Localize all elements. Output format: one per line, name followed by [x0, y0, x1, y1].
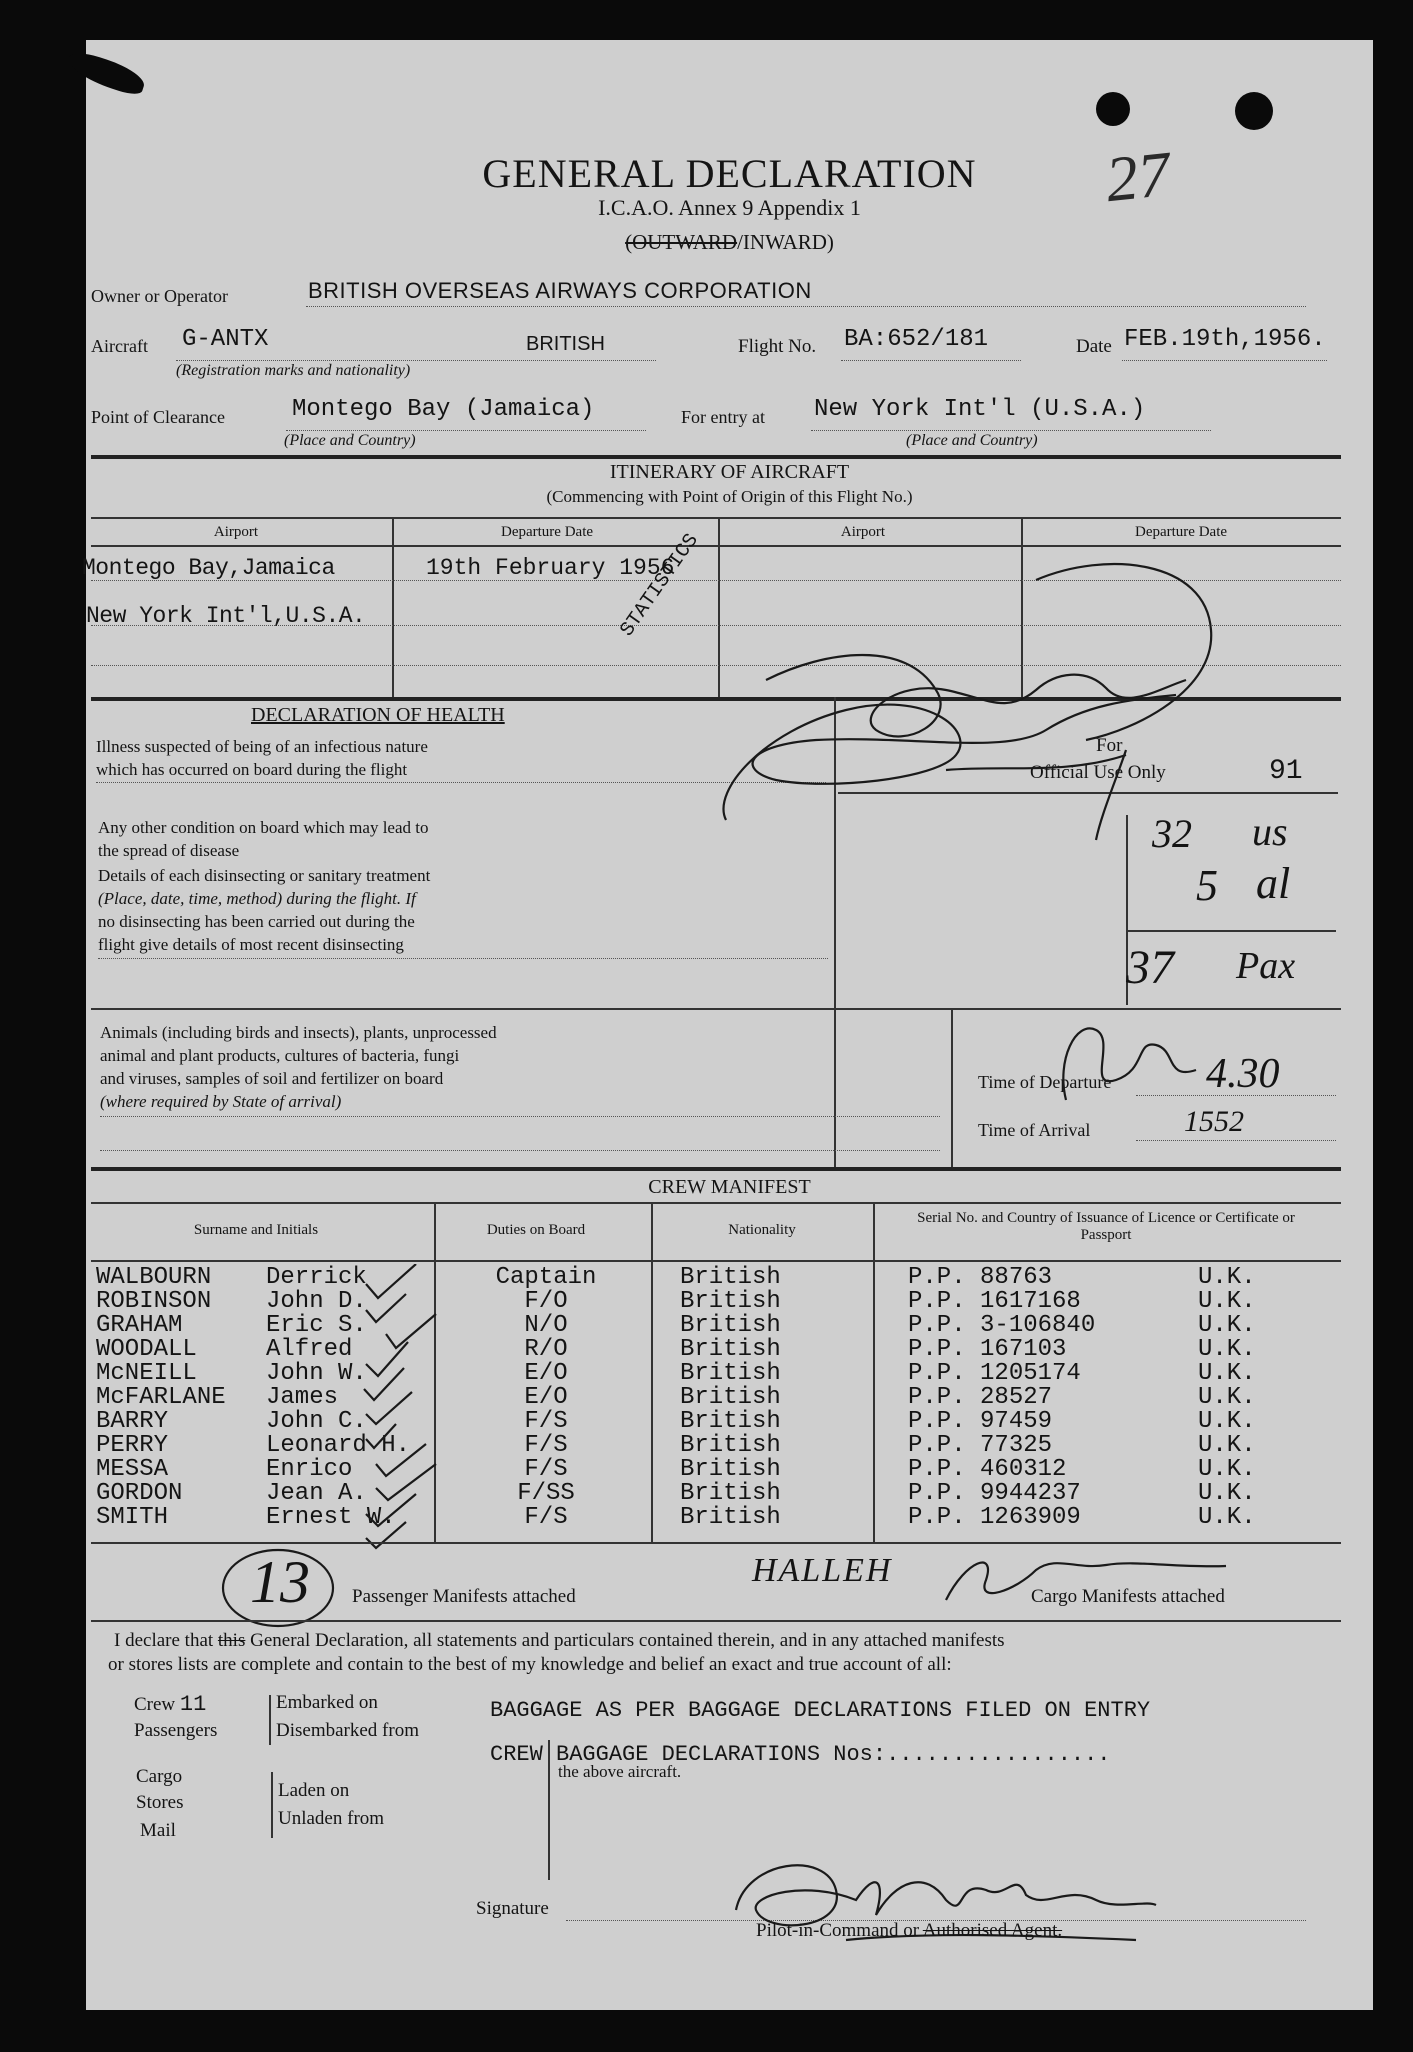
health-disinsect-3: no disinsecting has been carried out during the — [98, 912, 415, 931]
flight-label: Flight No. — [738, 336, 817, 357]
crew-serial: P.P. 167103 — [908, 1336, 1067, 1363]
crew-surname: ROBINSON — [96, 1288, 212, 1315]
crew-col-duty: Duties on Board — [486, 1222, 586, 1238]
declaration-line2: or stores lists are complete and contain to the best of my knowledge and belief an exact and true account of all: — [108, 1654, 952, 1675]
itin-col-airport: Airport — [213, 524, 259, 540]
crew-surname: WALBOURN — [96, 1264, 212, 1291]
crew-row — [96, 1338, 1308, 1362]
owner-value: BRITISH OVERSEAS AIRWAYS CORPORATION — [308, 278, 812, 303]
crew-title: CREW MANIFEST — [648, 1176, 811, 1198]
cargo-label: Cargo — [136, 1766, 183, 1787]
crew-col-serial: Serial No. and Country of Issuance of Licence or Certificate or Passport — [917, 1210, 1295, 1243]
itin-row2-airport: New York Int'l,U.S.A. — [86, 603, 366, 629]
declaration-sheet — [82, 40, 1373, 2010]
crew-nat: British — [680, 1456, 781, 1483]
hand-al: al — [1256, 859, 1291, 908]
crew-nat: British — [680, 1264, 781, 1291]
health-illness-1: Illness suspected of being of an infectious nature — [96, 737, 428, 756]
crew-duty: R/O — [524, 1336, 568, 1363]
crew-serial: P.P. 1617168 — [908, 1288, 1081, 1315]
hand-37: 37 — [1126, 941, 1174, 994]
crew-initials: James — [266, 1384, 339, 1411]
unladen-label: Unladen from — [278, 1808, 385, 1829]
crew-serial: P.P. 1263909 — [908, 1504, 1081, 1531]
crew-surname: BARRY — [96, 1408, 169, 1435]
hand-us: us — [1252, 809, 1288, 854]
declaration-line1 — [114, 1630, 1005, 1652]
crew-table — [96, 1266, 1308, 1530]
crew-row — [96, 1434, 1308, 1458]
crew-nat: British — [680, 1336, 781, 1363]
direction-line — [86, 230, 1373, 255]
aircraft-nationality: BRITISH — [526, 333, 605, 355]
crew-duty: F/S — [524, 1504, 568, 1531]
passenger-manifests-label: Passenger Manifests attached — [352, 1586, 576, 1607]
official-number: 91 — [1269, 756, 1303, 787]
clearance-caption: (Place and Country) — [284, 432, 416, 449]
crew-country: U.K. — [1198, 1456, 1256, 1483]
hand-pax: Pax — [1236, 945, 1296, 987]
clearance-value: Montego Bay (Jamaica) — [292, 396, 595, 423]
declaration-line1-struck: this — [217, 1630, 246, 1651]
crew-initials: Leonard H. — [266, 1432, 411, 1459]
form-subtitle: I.C.A.O. Annex 9 Appendix 1 — [598, 195, 861, 220]
crew-serial: P.P. 460312 — [908, 1456, 1067, 1483]
crew-duty: E/O — [524, 1360, 568, 1387]
cargo-manifests-label: Cargo Manifests attached — [1031, 1586, 1225, 1607]
pilot-label-line — [756, 1920, 1062, 1942]
crew-duty: F/S — [524, 1432, 568, 1459]
crew-col-nat: Nationality — [728, 1222, 796, 1238]
crew-row — [96, 1266, 1308, 1290]
health-illness-2: which has occurred on board during the flight — [96, 760, 408, 779]
crew-row — [96, 1314, 1308, 1338]
crew-duty: F/S — [524, 1456, 568, 1483]
health-animals-2: animal and plant products, cultures of bacteria, fungi — [100, 1046, 460, 1065]
crew-country: U.K. — [1198, 1336, 1256, 1363]
baggage-line2: CREW BAGGAGE DECLARATIONS Nos:................. — [490, 1742, 1111, 1767]
itin-col-airport2: Airport — [840, 524, 886, 540]
crew-row — [96, 1290, 1308, 1314]
clearance-label: Point of Clearance — [91, 407, 225, 427]
aircraft-label: Aircraft — [91, 336, 148, 356]
crew-country: U.K. — [1198, 1312, 1256, 1339]
crew-nat: British — [680, 1288, 781, 1315]
passengers-label: Passengers — [134, 1720, 218, 1741]
crew-row — [96, 1386, 1308, 1410]
itinerary-subtitle: (Commencing with Point of Origin of this Flight No.) — [546, 487, 913, 506]
health-disinsect-4: flight give details of most recent disinsecting — [98, 935, 404, 954]
hand-name: HALLEH — [752, 1552, 893, 1589]
crew-duty: E/O — [524, 1384, 568, 1411]
crew-surname: WOODALL — [96, 1336, 197, 1363]
crew-duty: Captain — [495, 1264, 597, 1291]
crew-nat: British — [680, 1360, 781, 1387]
crew-initials: John W. — [266, 1360, 367, 1387]
declaration-line1-a: I declare that — [114, 1630, 218, 1651]
page-number-handwritten: 27 — [1102, 137, 1174, 216]
official-time-departure: Time of Departure — [978, 1072, 1112, 1092]
crew-count-label — [134, 1692, 206, 1717]
crew-serial: P.P. 97459 — [908, 1408, 1053, 1435]
pilot-struck: Authorised Agent. — [922, 1920, 1063, 1941]
crew-serial: P.P. 3-106840 — [908, 1312, 1096, 1339]
health-disinsect-1: Details of each disinsecting or sanitary treatment — [98, 866, 431, 885]
crew-label: Crew — [134, 1694, 176, 1715]
crew-serial: P.P. 9944237 — [908, 1480, 1081, 1507]
health-animals-1: Animals (including birds and insects), plants, unprocessed — [100, 1023, 497, 1042]
crew-initials: Jean A. — [266, 1480, 367, 1507]
form-title: GENERAL DECLARATION — [482, 151, 977, 196]
crew-row — [96, 1362, 1308, 1386]
crew-row — [96, 1410, 1308, 1434]
signature-label: Signature — [476, 1898, 549, 1919]
crew-col-name: Surname and Initials — [193, 1222, 319, 1238]
crew-country: U.K. — [1198, 1360, 1256, 1387]
laden-label: Laden on — [278, 1780, 350, 1801]
mail-label: Mail — [140, 1820, 176, 1841]
crew-country: U.K. — [1198, 1384, 1256, 1411]
crew-country: U.K. — [1198, 1264, 1256, 1291]
crew-serial: P.P. 1205174 — [908, 1360, 1081, 1387]
crew-duty: N/O — [524, 1312, 568, 1339]
handwritten-departure-scribble — [1046, 1000, 1206, 1110]
crew-serial: P.P. 88763 — [908, 1264, 1053, 1291]
crew-row — [96, 1506, 1308, 1530]
baggage-line1: BAGGAGE AS PER BAGGAGE DECLARATIONS FILED ON ENTRY — [490, 1698, 1151, 1723]
itin-col-departure: Departure Date — [500, 524, 594, 540]
embarked-label: Embarked on — [276, 1692, 378, 1713]
pilot-label: Pilot-in-Command or — [756, 1920, 923, 1941]
hand-1552: 1552 — [1184, 1105, 1244, 1138]
direction-rest: /INWARD) — [737, 230, 834, 254]
itin-row1-date: 19th February 1956 — [426, 555, 675, 581]
crew-nat: British — [680, 1312, 781, 1339]
handwritten-scribble — [706, 540, 1266, 860]
itinerary-title: ITINERARY OF AIRCRAFT — [609, 461, 850, 483]
above-aircraft-label: the above aircraft. — [558, 1762, 682, 1781]
aircraft-caption: (Registration marks and nationality) — [176, 362, 411, 379]
crew-check-marks — [326, 1264, 486, 1564]
entry-caption: (Place and Country) — [906, 432, 1038, 449]
crew-surname: GRAHAM — [96, 1312, 183, 1339]
itin-col-departure2: Departure Date — [1134, 524, 1228, 540]
health-animals-4: (where required by State of arrival) — [100, 1092, 342, 1111]
crew-initials: Derrick — [266, 1264, 367, 1291]
punch-hole-right — [1235, 92, 1273, 130]
corner-tear-mark — [64, 48, 148, 97]
statistics-stamp: STATISTICS — [616, 529, 704, 642]
punch-hole-left — [1096, 92, 1130, 126]
flight-value: BA:652/181 — [844, 326, 989, 353]
passenger-count: 13 — [250, 1549, 310, 1615]
disembarked-label: Disembarked from — [276, 1720, 419, 1741]
crew-country: U.K. — [1198, 1504, 1256, 1531]
crew-row — [96, 1458, 1308, 1482]
crew-serial: P.P. 28527 — [908, 1384, 1053, 1411]
crew-surname: GORDON — [96, 1480, 183, 1507]
crew-count: 11 — [179, 1692, 207, 1717]
crew-duty: F/O — [524, 1288, 568, 1315]
crew-serial: P.P. 77325 — [908, 1432, 1053, 1459]
crew-initials: John C. — [266, 1408, 367, 1435]
date-value: FEB.19th,1956. — [1124, 326, 1326, 353]
crew-country: U.K. — [1198, 1288, 1256, 1315]
crew-country: U.K. — [1198, 1480, 1256, 1507]
crew-nat: British — [680, 1432, 781, 1459]
date-label: Date — [1076, 336, 1112, 357]
crew-initials: John D. — [266, 1288, 367, 1315]
hand-5: 5 — [1196, 861, 1218, 910]
crew-initials: Alfred — [266, 1336, 353, 1363]
crew-duty: F/SS — [517, 1480, 575, 1507]
crew-initials: Eric S. — [266, 1312, 367, 1339]
crew-row — [96, 1482, 1308, 1506]
health-animals-3: and viruses, samples of soil and fertilizer on board — [100, 1069, 444, 1088]
health-other-2: the spread of disease — [98, 841, 240, 860]
official-use-label: Official Use Only — [1030, 762, 1166, 783]
official-time-arrival: Time of Arrival — [978, 1120, 1091, 1140]
crew-surname: PERRY — [96, 1432, 169, 1459]
crew-initials: Enrico — [266, 1456, 353, 1483]
declaration-line1-b: General Declaration, all statements and particulars contained therein, and in any attached manifests — [245, 1630, 1005, 1651]
health-disinsect-2: (Place, date, time, method) during the flight. If — [98, 889, 416, 908]
entry-value: New York Int'l (U.S.A.) — [814, 396, 1146, 423]
crew-duty: F/S — [524, 1408, 568, 1435]
crew-nat: British — [680, 1384, 781, 1411]
official-for-label: For — [1096, 735, 1123, 756]
crew-nat: British — [680, 1480, 781, 1507]
crew-surname: MESSA — [96, 1456, 169, 1483]
aircraft-value: G-ANTX — [182, 326, 269, 353]
health-other-1: Any other condition on board which may lead to — [98, 818, 429, 837]
hand-32: 32 — [1152, 811, 1192, 856]
stores-label: Stores — [136, 1792, 184, 1813]
crew-initials: Ernest W. — [266, 1504, 396, 1531]
crew-country: U.K. — [1198, 1408, 1256, 1435]
crew-surname: SMITH — [96, 1504, 169, 1531]
hand-430: 4.30 — [1206, 1051, 1280, 1097]
direction-struck: (OUTWARD — [625, 230, 738, 254]
crew-nat: British — [680, 1408, 781, 1435]
health-title: DECLARATION OF HEALTH — [251, 704, 505, 726]
crew-surname: McNEILL — [96, 1360, 197, 1387]
crew-surname: McFARLANE — [96, 1384, 226, 1411]
owner-label: Owner or Operator — [91, 286, 228, 306]
crew-nat: British — [680, 1504, 781, 1531]
entry-label: For entry at — [681, 407, 765, 427]
itin-row1-airport: Montego Bay,Jamaica — [82, 555, 335, 581]
crew-country: U.K. — [1198, 1432, 1256, 1459]
